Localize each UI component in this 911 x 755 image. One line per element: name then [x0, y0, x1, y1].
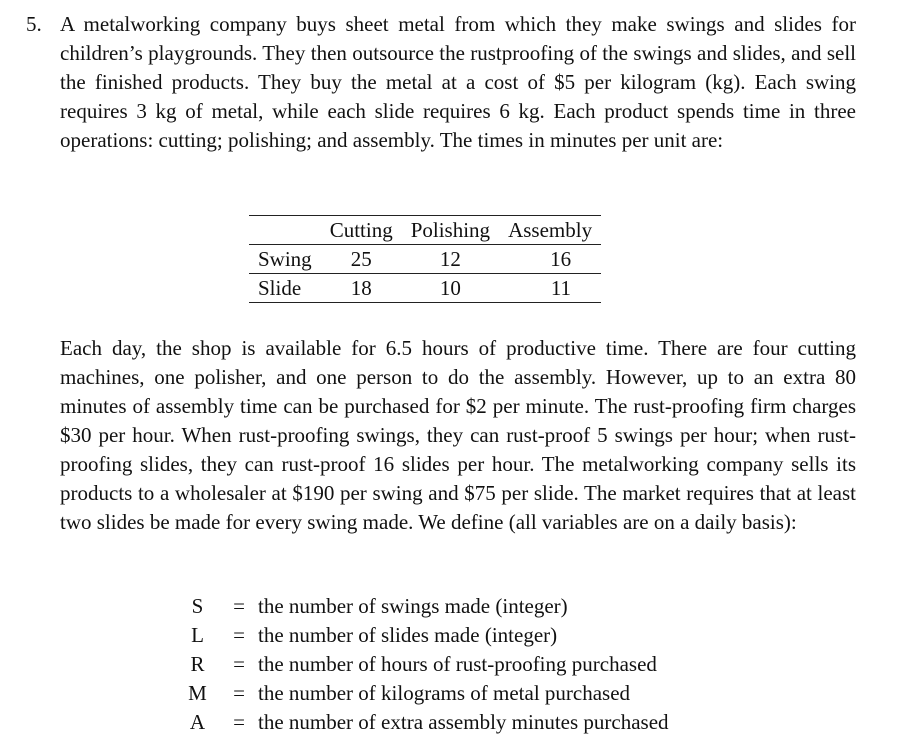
definition-variable: L [191, 623, 204, 647]
definition-text: the number of swings made (integer) [258, 594, 568, 618]
row-label-slide: Slide [258, 276, 302, 300]
variable-definitions [175, 592, 669, 737]
definition-row [175, 621, 669, 650]
intro-text: A metalworking company buys sheet metal from which they make swings and slides for children’s playgrounds. They then outsource the rustproofing of the swings and slides, and sell the finished products. They buy the metal at a cost of $5 per kilogram (kg). Each swing requires 3 kg of metal, while each slide requires 6 kg. Each product spends time in three operations: cutting; polishing; and assembly. The times in minutes per unit are: [60, 12, 856, 152]
definition-variable: R [190, 652, 205, 676]
problem-statement [26, 10, 856, 155]
table-row [249, 245, 601, 274]
definition-equals: = [233, 594, 245, 618]
problem-number: 5. [26, 12, 42, 36]
definition-text: the number of hours of rust-proofing purchased [258, 652, 657, 676]
definition-variable: S [191, 594, 204, 618]
definition-text: the number of extra assembly minutes purchased [258, 710, 669, 734]
definition-equals: = [233, 652, 245, 676]
definition-row [175, 708, 669, 737]
table-header-row [249, 216, 601, 245]
cell-slide-cutting: 18 [350, 276, 372, 300]
definition-row [175, 650, 669, 679]
definition-row [175, 592, 669, 621]
cell-swing-polishing: 12 [402, 245, 499, 274]
times-table [249, 215, 601, 303]
definition-equals: = [233, 623, 245, 647]
row-label-swing: Swing [249, 245, 321, 274]
table-row [249, 274, 601, 303]
definition-text: the number of slides made (integer) [258, 623, 558, 647]
body-text: Each day, the shop is available for 6.5 hours of productive time. There are four cutting machines, one polisher, and one person to do the assembly. However, up to an extra 80 minutes of assembly time can be purchased for $2 per minute. The rust-proofing firm charges $30 per hour. When rust-proofing swings, they can rust-proof 5 swings per hour; when rust-proofing slides, they can rust-proof 16 slides per hour. The metalworking company sells its products to a wholesaler at $190 per swing and $75 per slide. The market requires that at least two slides be made for every swing made. We define (all variables are on a daily basis): [60, 336, 856, 534]
definition-text: the number of kilograms of metal purchased [258, 681, 631, 705]
cell-slide-assembly: 11 [550, 276, 572, 300]
definition-equals: = [233, 710, 245, 734]
definition-row [175, 679, 669, 708]
cell-swing-assembly: 16 [499, 245, 601, 274]
definition-equals: = [233, 681, 245, 705]
table-corner-cell [249, 216, 321, 245]
header-assembly: Assembly [499, 216, 601, 245]
definition-variable: A [189, 710, 206, 734]
header-polishing: Polishing [402, 216, 499, 245]
body-paragraph [60, 334, 856, 537]
intro-paragraph [60, 10, 856, 155]
header-cutting: Cutting [321, 216, 402, 245]
cell-slide-polishing: 10 [439, 276, 461, 300]
cell-swing-cutting: 25 [321, 245, 402, 274]
definition-variable: M [188, 681, 207, 705]
